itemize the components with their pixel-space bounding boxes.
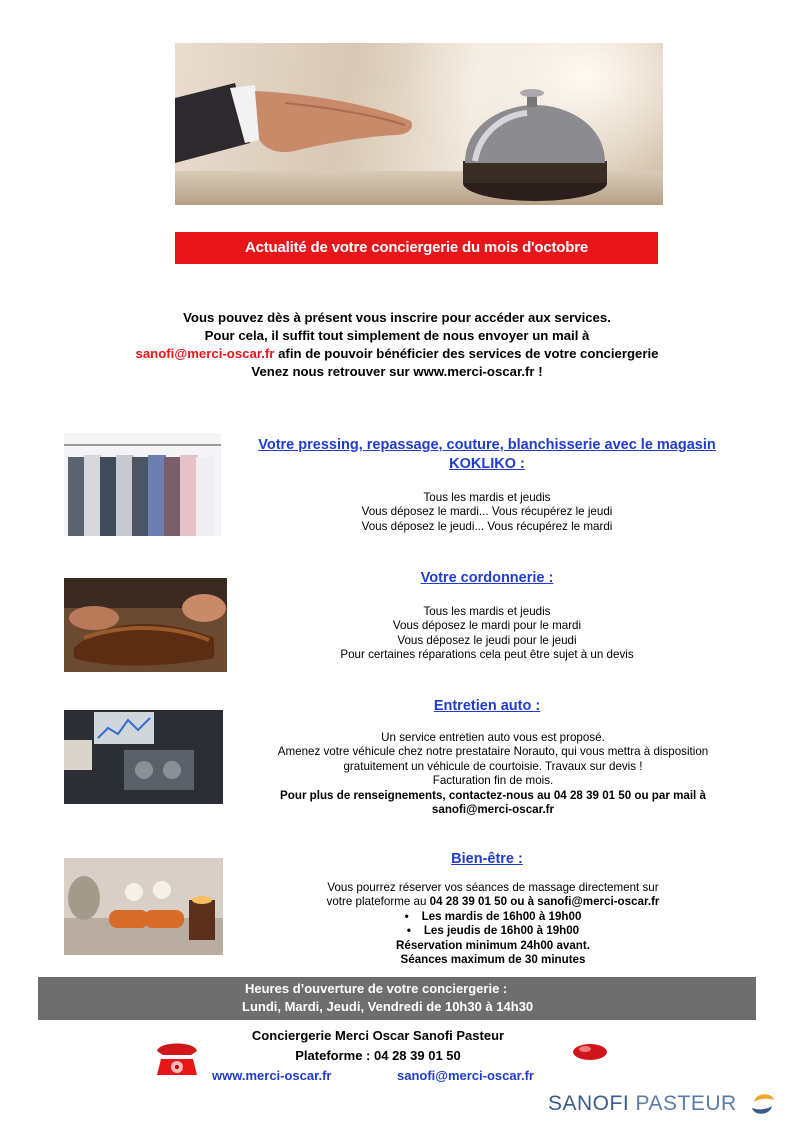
bullet-icon: • [406, 924, 424, 938]
intro-paragraph [60, 309, 734, 381]
auto-line-2: Amenez votre véhicule chez notre prestataire Norauto, qui vous mettra à disposition [277, 745, 709, 759]
bienetre-bullet-1: • Les mardis de 16h00 à 19h00 [404, 909, 582, 923]
logo-brand-sanofi: SANOFI [548, 1092, 630, 1115]
auto-contact-line: Pour plus de renseignements, contactez-nous au 04 28 39 01 50 ou par mail à [280, 788, 706, 802]
bienetre-line-5: Réservation minimum 24h00 avant. [396, 938, 590, 952]
intro-line-4: Venez nous retrouver sur www.merci-oscar.fr ! [251, 364, 543, 379]
clothes-rack-photo [64, 433, 221, 536]
auto-contact-email[interactable]: sanofi@merci-oscar.fr [431, 803, 555, 817]
hours-title: Heures d’ouverture de votre conciergerie : [245, 981, 508, 996]
intro-email-link[interactable]: sanofi@merci-oscar.fr [135, 346, 275, 361]
auto-body [248, 731, 738, 817]
bienetre-line-1: Vous pourrez réserver vos séances de massage directement sur [327, 881, 659, 894]
sanofi-swirl-icon [750, 1090, 776, 1118]
pressing-line-1: Tous les mardis et jeudis [423, 491, 551, 504]
pressing-title: Votre pressing, repassage, couture, blanchisserie avec le magasin KOKLIKO : [258, 437, 716, 472]
pressing-body [248, 491, 726, 534]
auto-line-3: gratuitement un véhicule de courtoisie. Travaux sur devis ! [343, 759, 643, 773]
shoe-repair-photo [64, 578, 227, 672]
footer-email-link[interactable]: sanofi@merci-oscar.fr [397, 1068, 534, 1083]
newsletter-title-banner: Actualité de votre conciergerie du mois d'octobre [175, 232, 658, 264]
intro-line-2: Pour cela, il suffit tout simplement de nous envoyer un mail à [204, 328, 590, 343]
cordonnerie-line-1: Tous les mardis et jeudis [423, 605, 551, 618]
footer-website-link[interactable]: www.merci-oscar.fr [212, 1068, 332, 1083]
red-telephone-icon [153, 1037, 201, 1079]
spa-massage-photo [64, 858, 223, 955]
logo-brand-pasteur: PASTEUR [635, 1092, 737, 1115]
cordonnerie-title: Votre cordonnerie : [420, 570, 554, 586]
pressing-line-2: Vous déposez le mardi... Vous récupérez le jeudi [361, 505, 613, 519]
bell-illustration [175, 43, 663, 205]
hours-schedule: Lundi, Mardi, Jeudi, Vendredi de 10h30 à 14h30 [242, 999, 534, 1014]
pressing-line-3: Vous déposez le jeudi... Vous récupérez le mardi [361, 519, 613, 533]
red-mouse-icon [571, 1040, 609, 1062]
cordonnerie-line-2: Vous déposez le mardi pour le mardi [392, 619, 582, 633]
auto-line-4: Facturation fin de mois. [432, 774, 554, 788]
bienetre-contact: 04 28 39 01 50 ou à sanofi@merci-oscar.fr [429, 895, 660, 909]
sanofi-pasteur-logo [548, 1092, 737, 1116]
bienetre-title: Bien-être : [451, 851, 523, 867]
car-engine-photo [64, 710, 223, 804]
auto-title: Entretien auto : [433, 698, 541, 714]
intro-line-3: afin de pouvoir bénéficier des services de votre conciergerie [274, 346, 659, 361]
cordonnerie-body [248, 605, 726, 663]
opening-hours-bar [38, 977, 756, 1020]
bienetre-body [248, 881, 738, 967]
footer-company-name: Conciergerie Merci Oscar Sanofi Pasteur [251, 1028, 505, 1043]
hero-photo-hand-on-bell [175, 43, 663, 205]
bienetre-bullet-2: • Les jeudis de 16h00 à 19h00 [406, 924, 580, 938]
intro-line-1: Vous pouvez dès à présent vous inscrire pour accéder aux services. [183, 310, 611, 325]
bienetre-line-2: votre plateforme au [326, 895, 430, 909]
auto-line-1: Un service entretien auto vous est proposé. [381, 731, 605, 744]
footer-phone: Plateforme : 04 28 39 01 50 [295, 1048, 461, 1063]
cordonnerie-line-4: Pour certaines réparations cela peut être sujet à un devis [340, 648, 634, 662]
bienetre-line-6: Séances maximum de 30 minutes [400, 953, 586, 967]
bullet-icon: • [404, 909, 422, 923]
cordonnerie-line-3: Vous déposez le jeudi pour le jeudi [397, 633, 577, 647]
